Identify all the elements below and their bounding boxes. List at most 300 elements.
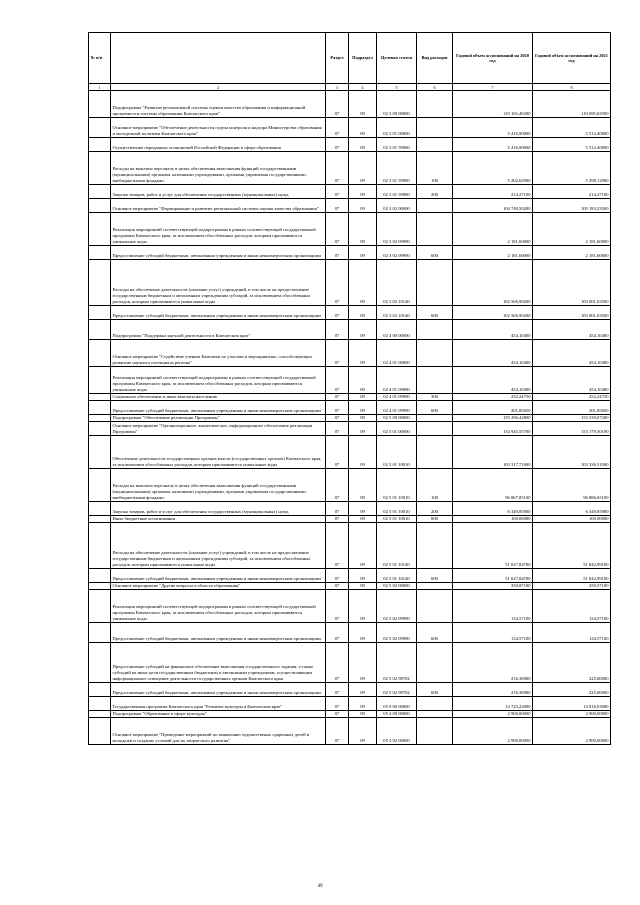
row-expense-type <box>417 260 453 306</box>
table-body <box>89 91 611 745</box>
row-podrazdel: 09 <box>349 394 377 401</box>
row-podrazdel: 09 <box>349 138 377 152</box>
row-target-article: 05 4 02 00000 <box>377 718 417 745</box>
row-podrazdel: 09 <box>349 623 377 643</box>
row-amount-2020: 154 945,55700 <box>453 422 533 436</box>
row-name: Подпрограмма "Развитие региональной системы оценки качества образования и информационной прозрачности системы образования Камчатского края" <box>111 91 326 118</box>
table-row <box>89 569 611 583</box>
row-razdel: 07 <box>326 340 349 367</box>
row-index <box>89 569 111 583</box>
table-row <box>89 401 611 415</box>
table-row <box>89 516 611 523</box>
row-target-article: 05 4 00 00000 <box>377 711 417 718</box>
row-name: Основное мероприятие "Другие вопросы в области образования" <box>111 583 326 590</box>
row-expense-type: 600 <box>417 306 453 320</box>
row-podrazdel: 09 <box>349 583 377 590</box>
row-amount-2021: 105 183,23500 <box>533 199 611 213</box>
row-name: Реализация мероприятий соответствующей подпрограммы в рамках соответствующей государственной программы Камчатского края, за исключением обособленных расходов, которым присваиваются уникальные коды <box>111 367 326 394</box>
row-razdel: 07 <box>326 697 349 711</box>
header-num: № п/п <box>89 33 111 84</box>
table-row <box>89 523 611 569</box>
row-name: Основное мероприятие "Проведение мероприятий по выявлению художественно одаренных детей и молодежи и создание условий для их творческого развития" <box>111 718 326 745</box>
header-razdel: Раздел <box>326 33 349 84</box>
row-amount-2020: 216,30000 <box>453 643 533 683</box>
row-index <box>89 422 111 436</box>
row-podrazdel: 09 <box>349 367 377 394</box>
row-razdel: 07 <box>326 569 349 583</box>
row-razdel: 07 <box>326 683 349 697</box>
row-index <box>89 469 111 502</box>
table-row <box>89 340 611 367</box>
row-amount-2021: 5 298,12900 <box>533 152 611 185</box>
table-row <box>89 138 611 152</box>
row-target-article: 02 5 02 00000 <box>377 583 417 590</box>
row-target-article: 02 5 02 98702 <box>377 643 417 683</box>
row-target-article: 02 5 00 00000 <box>377 415 417 422</box>
row-target-article: 02 4 01 09990 <box>377 367 417 394</box>
row-target-article: 02 3 02 09990 <box>377 246 417 260</box>
row-index <box>89 502 111 516</box>
row-amount-2021: 252,24750 <box>533 394 611 401</box>
table-row <box>89 718 611 745</box>
row-amount-2021: 454,10400 <box>533 320 611 340</box>
table-row <box>89 118 611 138</box>
row-podrazdel: 09 <box>349 590 377 623</box>
row-index <box>89 394 111 401</box>
row-amount-2020: 2 900,00000 <box>453 718 533 745</box>
row-amount-2021: 359,57100 <box>533 583 611 590</box>
row-amount-2020: 51 627,84700 <box>453 523 533 569</box>
row-amount-2020: 5 202,62900 <box>453 152 533 185</box>
row-expense-type: 600 <box>417 569 453 583</box>
table-row <box>89 306 611 320</box>
row-amount-2020: 102 566,90200 <box>453 260 533 306</box>
row-podrazdel: 09 <box>349 91 377 118</box>
row-expense-type <box>417 340 453 367</box>
row-podrazdel: 09 <box>349 516 377 523</box>
row-expense-type: 600 <box>417 683 453 697</box>
row-amount-2021: 103 336,51000 <box>533 436 611 469</box>
col-number: 1 <box>89 84 111 91</box>
row-amount-2020: 5 416,90000 <box>453 118 533 138</box>
row-razdel: 07 <box>326 91 349 118</box>
row-index <box>89 246 111 260</box>
row-index <box>89 306 111 320</box>
row-podrazdel: 09 <box>349 436 377 469</box>
table-row <box>89 320 611 340</box>
row-podrazdel: 09 <box>349 246 377 260</box>
row-target-article: 02 5 01 10010 <box>377 502 417 516</box>
row-podrazdel: 09 <box>349 320 377 340</box>
row-index <box>89 185 111 199</box>
row-index <box>89 367 111 394</box>
row-amount-2021: 225,00000 <box>533 683 611 697</box>
row-expense-type <box>417 711 453 718</box>
row-target-article: 02 3 00 00000 <box>377 91 417 118</box>
row-amount-2020: 100,00000 <box>453 516 533 523</box>
row-expense-type <box>417 199 453 213</box>
row-razdel: 07 <box>326 711 349 718</box>
row-target-article: 02 3 01 59900 <box>377 138 417 152</box>
row-razdel: 07 <box>326 367 349 394</box>
row-podrazdel: 09 <box>349 199 377 213</box>
row-razdel: 07 <box>326 118 349 138</box>
row-razdel: 07 <box>326 415 349 422</box>
row-amount-2021: 100,00000 <box>533 516 611 523</box>
table-row <box>89 469 611 502</box>
row-expense-type: 800 <box>417 516 453 523</box>
row-index <box>89 697 111 711</box>
row-amount-2020: 454,10400 <box>453 320 533 340</box>
row-target-article: 02 5 01 10140 <box>377 569 417 583</box>
row-index <box>89 583 111 590</box>
row-razdel: 07 <box>326 199 349 213</box>
table-row <box>89 711 611 718</box>
row-amount-2020: 5 416,90000 <box>453 138 533 152</box>
row-amount-2021: 134,57100 <box>533 590 611 623</box>
row-amount-2020: 155 296,42800 <box>453 415 533 422</box>
row-name: Основное мероприятие "Организационное, аналитическое, информационное обеспечение реализации Программы" <box>111 422 326 436</box>
row-name: Иные бюджетные ассигнования <box>111 516 326 523</box>
row-name: Подпрограмма "Обеспечение реализации Программы" <box>111 415 326 422</box>
table-row <box>89 246 611 260</box>
row-amount-2021: 201,85650 <box>533 401 611 415</box>
row-razdel: 07 <box>326 523 349 569</box>
row-amount-2020: 2 900,00000 <box>453 711 533 718</box>
row-amount-2021: 103 001,63500 <box>533 260 611 306</box>
row-expense-type <box>417 367 453 394</box>
row-razdel: 07 <box>326 718 349 745</box>
row-index <box>89 152 111 185</box>
row-amount-2021: 225,00000 <box>533 643 611 683</box>
row-podrazdel: 09 <box>349 185 377 199</box>
table-row <box>89 683 611 697</box>
row-podrazdel: 09 <box>349 401 377 415</box>
row-amount-2020: 2 181,60000 <box>453 213 533 246</box>
row-amount-2020: 454,10400 <box>453 340 533 367</box>
row-amount-2021: 103 001,63500 <box>533 306 611 320</box>
row-amount-2020: 2 181,60000 <box>453 246 533 260</box>
row-amount-2021: 2 181,60000 <box>533 213 611 246</box>
row-amount-2020: 14 725,22000 <box>453 697 533 711</box>
row-index <box>89 199 111 213</box>
row-target-article: 02 3 01 59900 <box>377 152 417 185</box>
header-name <box>111 33 326 84</box>
row-target-article: 02 5 02 09990 <box>377 623 417 643</box>
row-name: Основное мероприятие "Обеспечение деятельности отдела контроля и надзора Министерства образования и молодежной политики Камчатского края" <box>111 118 326 138</box>
row-target-article: 02 5 02 98702 <box>377 683 417 697</box>
row-target-article: 02 3 02 10140 <box>377 306 417 320</box>
row-expense-type <box>417 138 453 152</box>
row-index <box>89 643 111 683</box>
row-target-article: 02 5 01 10010 <box>377 436 417 469</box>
row-podrazdel: 09 <box>349 415 377 422</box>
row-name: Предоставление субсидий бюджетным, автономным учреждениям и иным некоммерческим организациям <box>111 246 326 260</box>
header-target-article: Целевая статья <box>377 33 417 84</box>
row-razdel: 07 <box>326 516 349 523</box>
table-row <box>89 185 611 199</box>
row-target-article: 02 5 01 10010 <box>377 516 417 523</box>
row-podrazdel: 09 <box>349 422 377 436</box>
row-name: Расходы на выплаты персоналу в целях обеспечения выполнения функций государственными (муниципальными) органами, казенными учреждениями, органами управления государственными внебюджетными фондами <box>111 152 326 185</box>
row-podrazdel: 09 <box>349 643 377 683</box>
row-target-article: 02 3 01 00000 <box>377 118 417 138</box>
row-razdel: 07 <box>326 583 349 590</box>
col-number: 5 <box>377 84 417 91</box>
header-podrazdel: Подраздел <box>349 33 377 84</box>
row-razdel: 07 <box>326 469 349 502</box>
row-target-article: 05 0 00 00000 <box>377 697 417 711</box>
header-2021: Годовой объем ассигнований на 2021 год <box>533 33 611 84</box>
row-expense-type: 200 <box>417 502 453 516</box>
header-row <box>89 33 611 84</box>
row-name: Закупка товаров, работ и услуг для обеспечения государственных (муниципальных) нужд <box>111 185 326 199</box>
row-amount-2021: 6 349,85900 <box>533 502 611 516</box>
row-amount-2021: 454,10400 <box>533 340 611 367</box>
row-name: Закупка товаров, работ и услуг для обеспечения государственных (муниципальных) нужд <box>111 502 326 516</box>
row-amount-2020: 134,57100 <box>453 623 533 643</box>
row-expense-type <box>417 523 453 569</box>
row-podrazdel: 09 <box>349 569 377 583</box>
row-podrazdel: 09 <box>349 697 377 711</box>
row-target-article: 02 3 02 09990 <box>377 213 417 246</box>
row-amount-2020: 6 349,85900 <box>453 502 533 516</box>
row-podrazdel: 09 <box>349 718 377 745</box>
row-index <box>89 590 111 623</box>
row-razdel: 07 <box>326 401 349 415</box>
row-razdel: 07 <box>326 320 349 340</box>
table-row <box>89 91 611 118</box>
row-index <box>89 320 111 340</box>
col-number: 3 <box>326 84 349 91</box>
row-index <box>89 516 111 523</box>
row-expense-type <box>417 590 453 623</box>
row-index <box>89 711 111 718</box>
table-row <box>89 697 611 711</box>
row-amount-2020: 104 748,50200 <box>453 199 533 213</box>
row-amount-2021: 110 695,63500 <box>533 91 611 118</box>
row-target-article: 02 5 01 10010 <box>377 469 417 502</box>
row-expense-type <box>417 643 453 683</box>
row-expense-type <box>417 422 453 436</box>
row-razdel: 07 <box>326 260 349 306</box>
row-razdel: 07 <box>326 152 349 185</box>
row-razdel: 07 <box>326 436 349 469</box>
row-podrazdel: 09 <box>349 523 377 569</box>
row-name: Расходы на обеспечение деятельности (оказание услуг) учреждений, в том числе на предоставление государственным бюджетным и автономным учреждениям субсидий, за исключением обособленных расходов, которым присваиваются уникальные коды <box>111 260 326 306</box>
row-target-article: 02 4 01 09990 <box>377 401 417 415</box>
page-number: 49 <box>317 884 323 889</box>
row-name: Основное мероприятие "Содействие ученым Камчатки по участию в мероприятиях, способствующих развитию научного потенциала региона" <box>111 340 326 367</box>
row-index <box>89 118 111 138</box>
row-podrazdel: 09 <box>349 469 377 502</box>
table-row <box>89 213 611 246</box>
row-razdel: 07 <box>326 246 349 260</box>
row-amount-2020: 454,10400 <box>453 367 533 394</box>
row-razdel: 07 <box>326 502 349 516</box>
header-2020: Годовой объем ассигнований на 2020 год <box>453 33 533 84</box>
row-amount-2020: 216,30000 <box>453 683 533 697</box>
header-expense-type: Вид расходов <box>417 33 453 84</box>
row-podrazdel: 09 <box>349 711 377 718</box>
row-razdel: 07 <box>326 213 349 246</box>
row-index <box>89 623 111 643</box>
row-razdel: 07 <box>326 306 349 320</box>
table-row <box>89 415 611 422</box>
row-name: Предоставление субсидий бюджетным, автономным учреждениям и иным некоммерческим организациям <box>111 569 326 583</box>
row-expense-type <box>417 213 453 246</box>
table-row <box>89 583 611 590</box>
row-razdel: 07 <box>326 422 349 436</box>
row-target-article: 02 4 01 09990 <box>377 394 417 401</box>
row-name: Обеспечение деятельности государственных органов власти (государственных органов) Камчатского края, за исключением обособленных расходов, которым присваиваются уникальные коды <box>111 436 326 469</box>
row-amount-2021: 96 886,65100 <box>533 469 611 502</box>
row-name: Предоставление субсидий бюджетным, автономным учреждениям и иным некоммерческим организациям <box>111 401 326 415</box>
row-amount-2021: 454,10400 <box>533 367 611 394</box>
row-name: Расходы на выплаты персоналу в целях обеспечения выполнения функций государственными (муниципальными) органами, казенными учреждениями, органами управления государственными внебюджетными фондами <box>111 469 326 502</box>
row-amount-2020: 96 867,85100 <box>453 469 533 502</box>
row-index <box>89 138 111 152</box>
row-podrazdel: 09 <box>349 118 377 138</box>
row-expense-type <box>417 91 453 118</box>
row-index <box>89 91 111 118</box>
table-row <box>89 199 611 213</box>
row-amount-2021: 214,27100 <box>533 185 611 199</box>
row-name: Предоставление субсидий бюджетным, автономным учреждениям и иным некоммерческим организациям <box>111 306 326 320</box>
row-razdel: 07 <box>326 623 349 643</box>
row-razdel: 07 <box>326 394 349 401</box>
row-amount-2020: 134,57100 <box>453 590 533 623</box>
row-amount-2021: 5 512,40000 <box>533 118 611 138</box>
table-row <box>89 152 611 185</box>
row-amount-2021: 2 900,00000 <box>533 718 611 745</box>
row-razdel: 07 <box>326 643 349 683</box>
row-amount-2020: 201,85650 <box>453 401 533 415</box>
row-target-article: 02 5 02 09990 <box>377 590 417 623</box>
row-amount-2021: 51 842,99100 <box>533 523 611 569</box>
row-amount-2021: 2 181,60000 <box>533 246 611 260</box>
row-razdel: 07 <box>326 138 349 152</box>
row-name: Предоставление субсидий на финансовое обеспечение выполнения государственного задания, а также субсидий на иные цели государственным бюджетным и автономным учреждениям, осуществляющим информационное освещение деятельности государственных органов Камчатского края <box>111 643 326 683</box>
row-target-article: 02 5 01 10140 <box>377 523 417 569</box>
row-amount-2021: 2 900,00000 <box>533 711 611 718</box>
row-target-article: 02 3 02 00000 <box>377 199 417 213</box>
row-expense-type: 100 <box>417 152 453 185</box>
row-amount-2020: 102 566,90200 <box>453 306 533 320</box>
row-index <box>89 401 111 415</box>
table-row <box>89 502 611 516</box>
row-amount-2021: 5 512,40000 <box>533 138 611 152</box>
column-number-row <box>89 84 611 91</box>
row-index <box>89 523 111 569</box>
row-podrazdel: 09 <box>349 306 377 320</box>
col-number: 6 <box>417 84 453 91</box>
row-name: Осуществление переданных полномочий Российской Федерации в сфере образования <box>111 138 326 152</box>
table-row <box>89 436 611 469</box>
row-name: Предоставление субсидий бюджетным, автономным учреждениям и иным некоммерческим организациям <box>111 683 326 697</box>
row-podrazdel: 09 <box>349 152 377 185</box>
row-amount-2020: 110 165,40200 <box>453 91 533 118</box>
row-expense-type: 600 <box>417 623 453 643</box>
row-index <box>89 718 111 745</box>
row-podrazdel: 09 <box>349 340 377 367</box>
row-target-article: 02 4 00 00000 <box>377 320 417 340</box>
row-name: Подпрограмма "Поддержка научной деятельности в Камчатском крае" <box>111 320 326 340</box>
table-row <box>89 623 611 643</box>
table-row <box>89 643 611 683</box>
row-index <box>89 213 111 246</box>
row-expense-type <box>417 118 453 138</box>
row-target-article: 02 3 01 59900 <box>377 185 417 199</box>
table-row <box>89 394 611 401</box>
row-target-article: 02 4 01 00000 <box>377 340 417 367</box>
row-expense-type <box>417 436 453 469</box>
budget-table <box>88 32 611 745</box>
row-expense-type <box>417 415 453 422</box>
row-amount-2020: 214,27100 <box>453 185 533 199</box>
row-name: Государственная программа Камчатского края "Развитие культуры в Камчатском крае" <box>111 697 326 711</box>
row-index <box>89 683 111 697</box>
row-index <box>89 340 111 367</box>
row-expense-type <box>417 583 453 590</box>
row-amount-2021: 51 842,99100 <box>533 569 611 583</box>
row-expense-type: 100 <box>417 469 453 502</box>
row-amount-2020: 252,24750 <box>453 394 533 401</box>
row-expense-type: 300 <box>417 394 453 401</box>
row-amount-2020: 103 317,71000 <box>453 436 533 469</box>
row-name: Реализация мероприятий соответствующей подпрограммы в рамках соответствующей государственной программы Камчатского края, за исключением обособленных расходов, которым присваиваются уникальные коды <box>111 590 326 623</box>
row-target-article: 02 5 01 00000 <box>377 422 417 436</box>
row-name: Социальное обеспечение и иные выплаты населению <box>111 394 326 401</box>
table-row <box>89 260 611 306</box>
row-name: Основное мероприятие "Формирование и развитие региональной системы оценки качества образования" <box>111 199 326 213</box>
row-target-article: 02 3 02 10140 <box>377 260 417 306</box>
row-amount-2020: 51 627,84700 <box>453 569 533 583</box>
row-index <box>89 415 111 422</box>
row-name: Расходы на обеспечение деятельности (оказание услуг) учреждений, в том числе на предоставление государственным бюджетным и автономным учреждениям субсидий, за исключением обособленных расходов, которым присваиваются уникальные коды <box>111 523 326 569</box>
row-expense-type <box>417 718 453 745</box>
row-name: Реализация мероприятий соответствующей подпрограммы в рамках соответствующей государственной программы Камчатского края, за исключением обособленных расходов, которым присваиваются уникальные коды <box>111 213 326 246</box>
row-podrazdel: 09 <box>349 260 377 306</box>
row-index <box>89 436 111 469</box>
col-number: 7 <box>453 84 533 91</box>
row-amount-2020: 350,87100 <box>453 583 533 590</box>
document-page <box>88 32 610 745</box>
row-expense-type <box>417 320 453 340</box>
row-podrazdel: 09 <box>349 683 377 697</box>
row-razdel: 07 <box>326 185 349 199</box>
row-podrazdel: 09 <box>349 213 377 246</box>
row-expense-type <box>417 697 453 711</box>
row-amount-2021: 153 539,07200 <box>533 415 611 422</box>
row-expense-type: 200 <box>417 185 453 199</box>
col-number: 2 <box>111 84 326 91</box>
row-amount-2021: 14 816,03000 <box>533 697 611 711</box>
table-row <box>89 367 611 394</box>
row-expense-type: 600 <box>417 246 453 260</box>
row-podrazdel: 09 <box>349 502 377 516</box>
row-amount-2021: 153 179,50100 <box>533 422 611 436</box>
table-row <box>89 590 611 623</box>
row-index <box>89 260 111 306</box>
col-number: 4 <box>349 84 377 91</box>
row-name: Предоставление субсидий бюджетным, автономным учреждениям и иным некоммерческим организациям <box>111 623 326 643</box>
row-razdel: 07 <box>326 590 349 623</box>
col-number: 8 <box>533 84 611 91</box>
table-row <box>89 422 611 436</box>
row-name: Подпрограмма "Образование в сфере культуры" <box>111 711 326 718</box>
row-amount-2021: 134,57100 <box>533 623 611 643</box>
